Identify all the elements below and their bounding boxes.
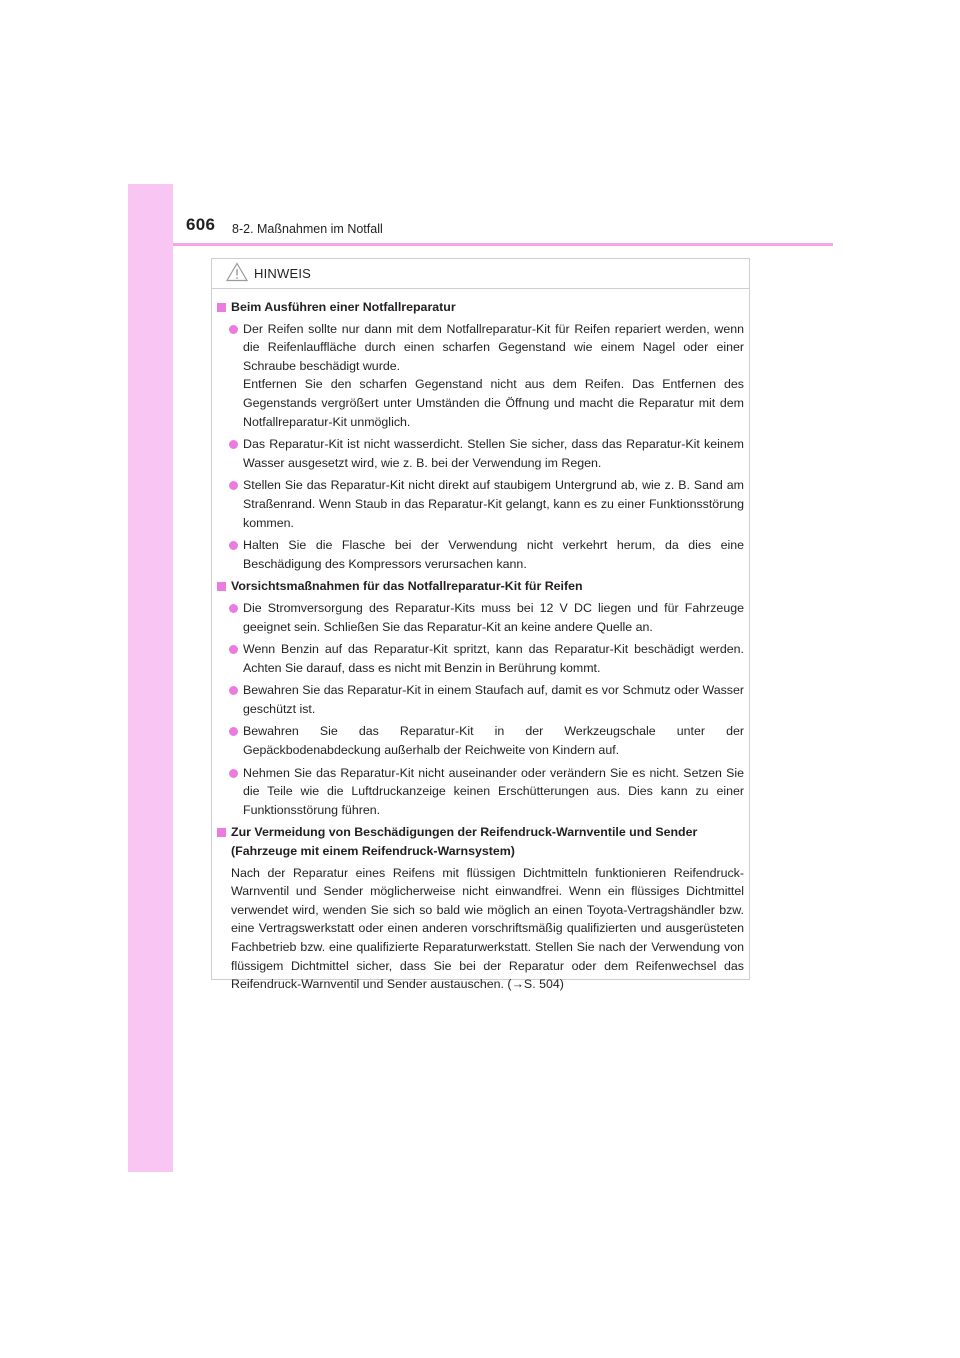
header-rule — [173, 243, 833, 246]
section-heading — [216, 823, 744, 860]
section-heading-text: Beim Ausführen einer Notfallreparatur — [231, 300, 456, 314]
bullet-text: Bewahren Sie das Reparatur-Kit in einem Staufach auf, damit es vor Schmutz oder Wasser geschützt ist. — [243, 683, 744, 716]
round-bullet-icon — [229, 481, 238, 490]
round-bullet-icon — [229, 325, 238, 334]
round-bullet-icon — [229, 727, 238, 736]
section-label: 8-2. Maßnahmen im Notfall — [232, 222, 383, 236]
bullet-item — [216, 320, 744, 432]
round-bullet-icon — [229, 769, 238, 778]
bullet-text: Nehmen Sie das Reparatur-Kit nicht auseinander oder verändern Sie es nicht. Setzen Sie die Teile wie die Luftdruckanzeige keinen Erschütterungen aus. Dies kann zu einer Funktionsstörung führen. — [243, 765, 744, 817]
bullet-text: Stellen Sie das Reparatur-Kit nicht direkt auf staubigem Untergrund ab, wie z. B. Sand am Straßenrand. Wenn Staub in das Reparatur-Kit gelangt, kann es zu einer Funktionsstörung kommen. — [243, 478, 744, 530]
warning-triangle-icon — [226, 262, 248, 282]
bullet-text: Der Reifen sollte nur dann mit dem Notfallreparatur-Kit für Reifen repariert werden, wenn die Reifenlauffläche durch einen scharfen Gegenstand wie einem Nagel oder einer Schraube beschädigt wurde. — [243, 321, 744, 373]
round-bullet-icon — [229, 440, 238, 449]
chapter-side-strip — [128, 184, 173, 1172]
page-number: 606 — [186, 215, 216, 234]
notice-box — [211, 258, 750, 992]
bullet-item — [216, 476, 744, 532]
notice-header — [212, 259, 749, 289]
bullet-item — [216, 640, 744, 677]
round-bullet-icon — [229, 604, 238, 613]
square-bullet-icon — [217, 828, 226, 837]
bullet-item — [216, 536, 744, 573]
section-heading-text: Vorsichtsmaßnahmen für das Notfallreparatur-Kit für Reifen — [231, 579, 583, 594]
bullet-text: Bewahren Sie das Reparatur-Kit in der Werkzeugschale unter der Gepäckbodenabdeckung außerhalb der Reichweite von Kindern auf. — [243, 724, 744, 758]
section-heading — [216, 298, 744, 317]
notice-title: HINWEIS — [254, 266, 312, 281]
section-heading — [216, 577, 744, 596]
bullet-item — [216, 722, 744, 759]
bullet-text-continued: Entfernen Sie den scharfen Gegenstand nicht aus dem Reifen. Das Entfernen des Gegenstands vergrößert unter Umständen die Öffnung und macht die Reparatur mit dem Notfallreparatur-Kit unmöglich. — [243, 377, 744, 429]
bullet-text: Wenn Benzin auf das Reparatur-Kit spritzt, kann das Reparatur-Kit beschädigt werden. Achten Sie darauf, dass es nicht mit Benzin in Berührung kommt. — [243, 642, 744, 675]
bullet-item — [216, 764, 744, 820]
round-bullet-icon — [229, 686, 238, 695]
bullet-item — [216, 599, 744, 636]
square-bullet-icon — [217, 582, 226, 591]
bullet-text: Das Reparatur-Kit ist nicht wasserdicht. Stellen Sie sicher, dass das Reparatur-Kit keinem Wasser ausgesetzt wird, wie z. B. bei der Verwendung im Regen. — [243, 437, 744, 470]
section-paragraph: Nach der Reparatur eines Reifens mit flüssigen Dichtmitteln funktionieren Reifendruck-Warnventil und Sender möglicherweise nicht einwandfrei. Wenn ein flüssiges Dichtmittel verwendet wird, wenden Sie sich so bald wie möglich an einen Toyota-Vertragshändler bzw. eine Vertragswerkstatt oder einen anderen vorschriftsmäßig qualifizierten und ausgerüsteten Fachbetrieb bzw. eine qualifizierte Reparaturwerkstatt. Stellen Sie nach der Verwendung von flüssigem Dichtmittel sicher, dass Sie bei der Reparatur oder dem Reifenwechsel das Reifendruck-Warnventil und Sender austauschen. (→S. 504) — [231, 865, 744, 992]
bullet-text: Halten Sie die Flasche bei der Verwendung nicht verkehrt herum, da dies eine Beschädigung des Kompressors verursachen kann. — [243, 538, 744, 571]
section-heading-text: Zur Vermeidung von Beschädigungen der Reifendruck-Warnventile und Sender (Fahrzeuge mit einem Reifendruck-Warnsystem) — [231, 825, 698, 859]
bullet-text: Die Stromversorgung des Reparatur-Kits muss bei 12 V DC liegen und für Fahrzeuge geeignet sein. Schließen Sie das Reparatur-Kit an keine andere Quelle an. — [243, 600, 744, 634]
square-bullet-icon — [217, 303, 226, 312]
round-bullet-icon — [229, 645, 238, 654]
round-bullet-icon — [229, 541, 238, 550]
bullet-item — [216, 681, 744, 718]
bullet-item — [216, 435, 744, 472]
notice-body — [216, 298, 744, 994]
